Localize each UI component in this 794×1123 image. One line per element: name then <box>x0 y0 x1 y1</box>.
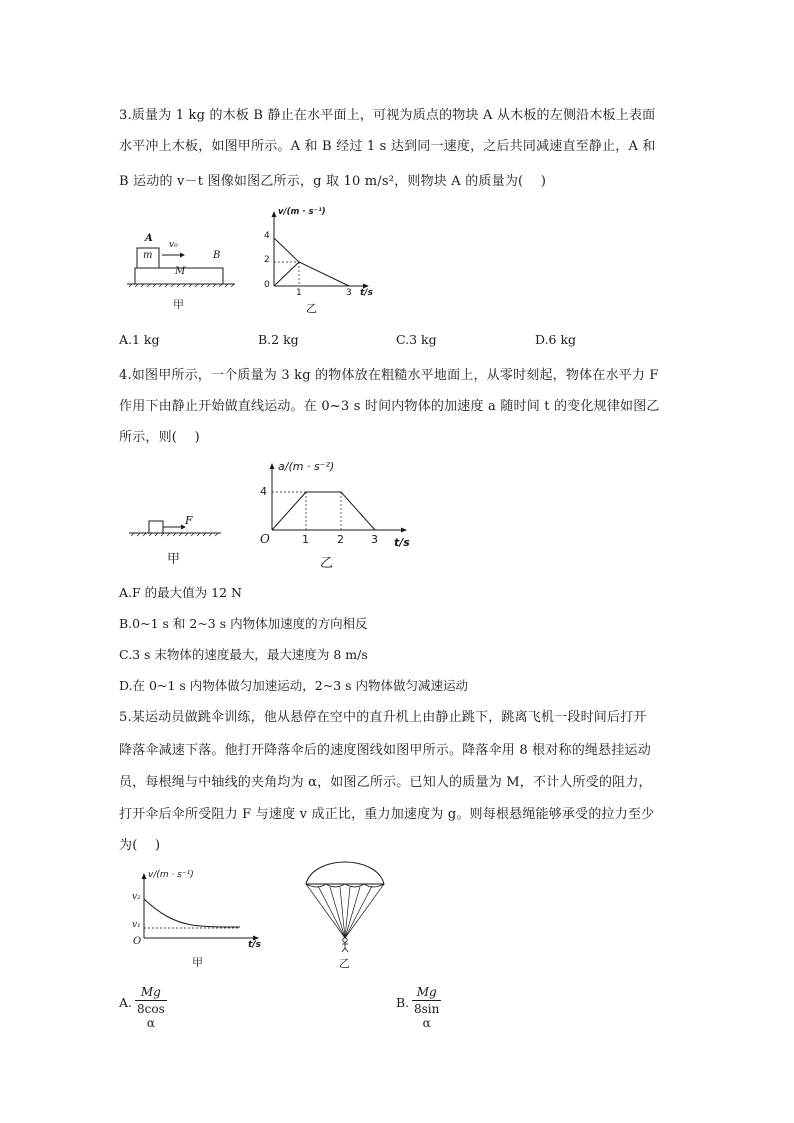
q5-option-a-denominator: 8cos α <box>137 1002 165 1030</box>
q4-yi-xtick-3: 3 <box>371 533 378 546</box>
q5-line-2: 降落伞减速下落。他打开降落伞后的速度图线如图甲所示。降落伞用 8 根对称的绳悬挂运动 <box>119 743 651 758</box>
q4-yi-xlabel: t/s <box>394 536 410 549</box>
q4-option-b: B.0~1 s 和 2~3 s 内物体加速度的方向相反 <box>119 616 368 631</box>
q3-option-c: C.3 kg <box>396 332 437 347</box>
q3-fig-yi-caption: 乙 <box>306 302 317 315</box>
q5-jia-xlabel: t/s <box>248 940 261 950</box>
q3-yi-ylabel: v/(m · s⁻¹) <box>278 207 326 217</box>
q5-fig-jia <box>130 866 270 972</box>
q4-label-F: F <box>185 514 193 527</box>
q4-series-a <box>272 492 375 530</box>
q3-line-2: 水平冲上木板，如图甲所示。A 和 B 经过 1 s 达到同一速度，之后共同减速直至静止，A 和 <box>119 139 656 154</box>
q4-option-d: D.在 0~1 s 内物体做匀加速运动，2~3 s 内物体做匀减速运动 <box>119 678 469 693</box>
q4-line-1: 4.如图甲所示，一个质量为 3 kg 的物体放在粗糙水平地面上，从零时刻起，物体在水平力 F <box>119 368 659 383</box>
q5-jia-v1: v₁ <box>132 920 141 930</box>
q5-line-4: 打开伞后伞所受阻力 F 与速度 v 成正比，重力加速度为 g。则每根悬绳能够承受的拉力至少 <box>119 807 655 822</box>
q4-yi-ytick-4: 4 <box>260 485 267 498</box>
q5-option-b-prefix: B. <box>396 995 410 1010</box>
q4-option-a: A.F 的最大值为 12 N <box>119 585 242 600</box>
q3-option-d: D.6 kg <box>535 332 577 347</box>
q3-line-1: 3.质量为 1 kg 的木板 B 静止在水平面上，可视为质点的物块 A 从木板的左侧沿木板上表面 <box>119 108 656 123</box>
q3-label-B: B <box>213 250 221 261</box>
q5-jia-origin: O <box>133 936 142 947</box>
q3-fig-jia <box>125 228 240 312</box>
q4-yi-origin: O <box>260 532 270 546</box>
q3-yi-xtick-3: 3 <box>346 288 352 298</box>
q4-fig-yi-caption: 乙 <box>320 556 334 571</box>
q3-line-3: B 运动的 v－t 图像如图乙所示，g 取 10 m/s²，则物块 A 的质量为( ) <box>119 174 547 189</box>
q4-fig-yi <box>256 458 416 572</box>
q3-yi-ytick-4: 4 <box>264 231 270 241</box>
q3-series-A <box>274 238 349 286</box>
q5-jia-v2: v₂ <box>132 892 141 902</box>
q3-option-a: A.1 kg <box>119 332 160 347</box>
q5-option-b-numerator: Mg <box>416 985 437 999</box>
q5-line-1: 5.某运动员做跳伞训练，他从悬停在空中的直升机上由静止跳下，跳离飞机一段时间后打开 <box>119 710 647 725</box>
q3-label-A: A <box>145 233 153 244</box>
q3-yi-ytick-2: 2 <box>264 255 270 265</box>
q4-fig-jia <box>125 508 225 568</box>
q4-yi-xtick-2: 2 <box>337 533 344 546</box>
q5-jia-ylabel: v/(m · s⁻¹) <box>148 870 194 880</box>
q3-fig-jia-caption: 甲 <box>173 298 184 311</box>
q3-yi-ytick-0: 0 <box>264 280 270 290</box>
q5-option-a-prefix: A. <box>119 995 133 1010</box>
q5-decay-curve <box>144 899 240 927</box>
q3-fig-yi <box>258 208 383 316</box>
q5-fig-yi <box>300 860 390 972</box>
q5-line-3: 员，每根绳与中轴线的夹角均为 α，如图乙所示。已知人的质量为 M，不计人所受的阻力， <box>119 775 652 790</box>
q4-line-2: 作用下由静止开始做直线运动。在 0~3 s 时间内物体的加速度 a 随时间 t 的变化规律如图乙 <box>119 399 660 414</box>
q5-line-5: 为( ) <box>119 838 161 853</box>
q3-yi-xtick-1: 1 <box>296 288 302 298</box>
q5-fig-jia-caption: 甲 <box>192 956 203 969</box>
q5-option-a-numerator: Mg <box>140 985 161 999</box>
q3-label-M: M <box>175 266 186 277</box>
q4-option-c: C.3 s 末物体的速度最大，最大速度为 8 m/s <box>119 647 368 662</box>
q4-line-3: 所示，则( ) <box>119 430 200 445</box>
q5-option-b-denominator: 8sin α <box>414 1002 440 1030</box>
q4-fig-jia-caption: 甲 <box>167 552 181 567</box>
q3-label-v0: v₀ <box>169 240 178 250</box>
q5-fig-yi-caption: 乙 <box>339 957 350 970</box>
q4-yi-ylabel: a/(m · s⁻²) <box>278 460 335 473</box>
q5-option-a-fraction <box>135 985 167 1030</box>
q4-yi-xtick-1: 1 <box>302 533 309 546</box>
q3-label-m: m <box>143 250 153 261</box>
q3-yi-xlabel: t/s <box>360 288 373 298</box>
q5-option-b-fraction <box>412 985 441 1030</box>
q3-option-b: B.2 kg <box>258 332 299 347</box>
q3-series-B <box>274 262 299 286</box>
